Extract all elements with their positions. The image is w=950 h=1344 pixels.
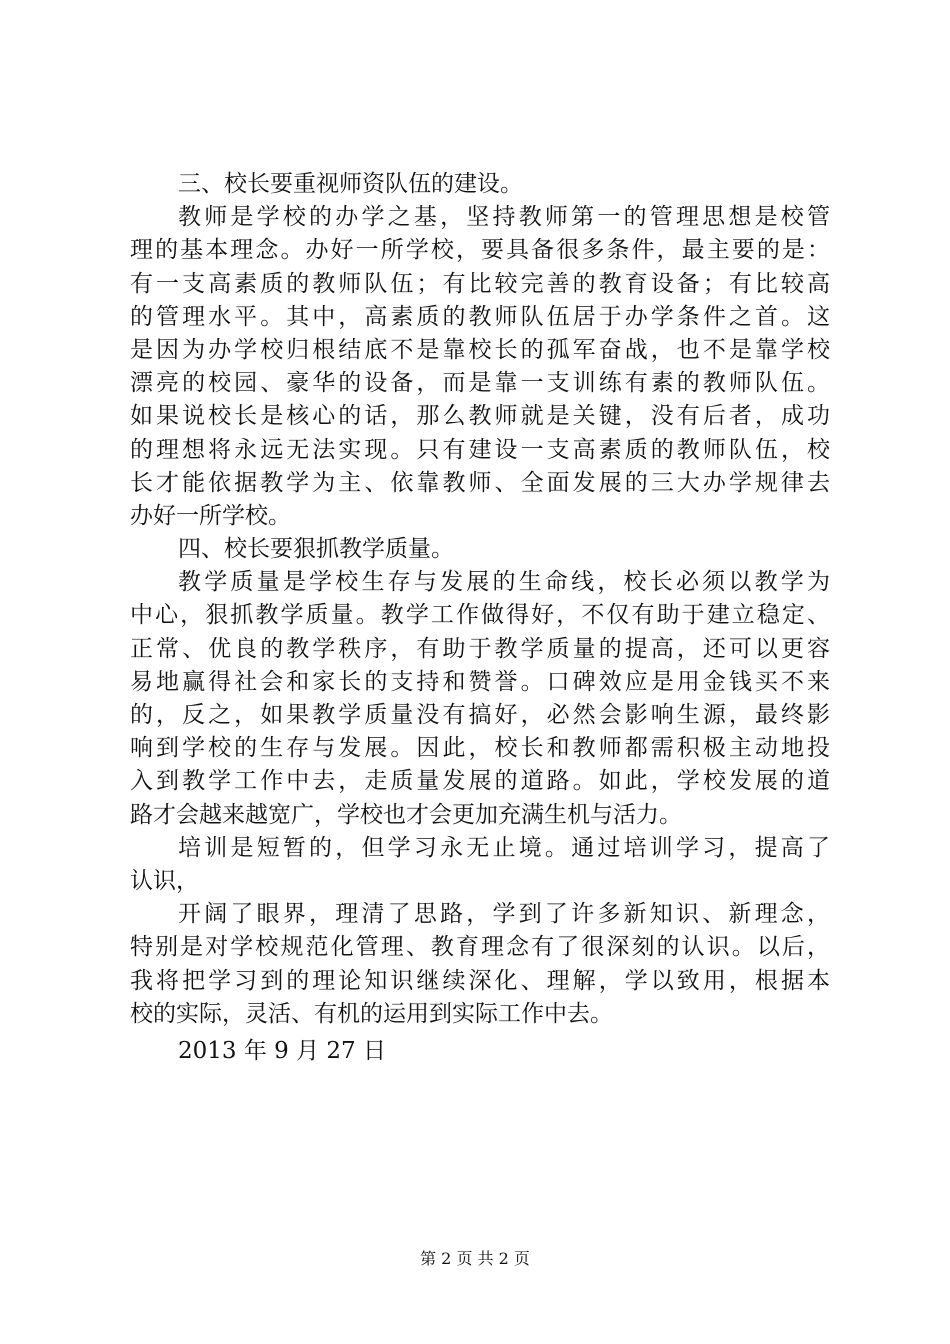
document-body [130, 168, 830, 1031]
text-line: 开阔了眼界，理清了思路，学到了许多新知识、新理念， [178, 901, 830, 928]
text-line: 特别是对学校规范化管理、教育理念有了很深刻的认识。以后， [130, 934, 830, 961]
text-line: 有一支高素质的教师队伍；有比较完善的教育设备；有比较高 [130, 270, 830, 297]
text-line: 的理想将永远无法实现。只有建设一支高素质的教师队伍，校 [130, 436, 830, 463]
document-date: 2013 年 9 月 27 日 [178, 1038, 386, 1064]
text-line: 长才能依据教学为主、依靠教师、全面发展的三大办学规律去 [130, 469, 830, 496]
text-line: 教学质量是学校生存与发展的生命线，校长必须以教学为 [178, 569, 830, 596]
text-line: 四、校长要狠抓教学质量。 [178, 536, 454, 563]
text-line: 认识， [130, 867, 199, 894]
text-line: 如果说校长是核心的话，那么教师就是关键，没有后者，成功 [130, 403, 830, 430]
text-line: 校的实际，灵活、有机的运用到实际工作中去。 [130, 1000, 613, 1027]
text-line: 我将把学习到的理论知识继续深化、理解，学以致用，根据本 [130, 967, 830, 994]
text-line: 培训是短暂的，但学习永无止境。通过培训学习，提高了 [178, 834, 830, 861]
text-line: 中心，狠抓教学质量。教学工作做得好，不仅有助于建立稳定、 [130, 602, 830, 629]
text-line: 入到教学工作中去，走质量发展的道路。如此，学校发展的道 [130, 768, 830, 795]
text-line: 响到学校的生存与发展。因此，校长和教师都需积极主动地投 [130, 735, 830, 762]
text-line: 的管理水平。其中，高素质的教师队伍居于办学条件之首。这 [130, 303, 830, 330]
text-line: 办好一所学校。 [130, 502, 291, 529]
text-line: 三、校长要重视师资队伍的建设。 [178, 171, 523, 197]
page-footer: 第 2 页 共 2 页 [420, 1249, 530, 1268]
text-line: 漂亮的校园、豪华的设备，而是靠一支训练有素的教师队伍。 [130, 370, 830, 397]
text-line: 教师是学校的办学之基，坚持教师第一的管理思想是校管 [178, 204, 830, 231]
text-line: 理的基本理念。办好一所学校，要具备很多条件，最主要的是： [130, 237, 830, 264]
text-line: 路才会越来越宽广，学校也才会更加充满生机与活力。 [130, 801, 682, 828]
text-line: 易地赢得社会和家长的支持和赞誉。口碑效应是用金钱买不来 [130, 668, 830, 695]
text-line: 的，反之，如果教学质量没有搞好，必然会影响生源，最终影 [130, 702, 830, 728]
text-line: 正常、优良的教学秩序，有助于教学质量的提高，还可以更容 [130, 635, 830, 662]
text-line: 是因为办学校归根结底不是靠校长的孤军奋战，也不是靠学校 [130, 336, 830, 363]
